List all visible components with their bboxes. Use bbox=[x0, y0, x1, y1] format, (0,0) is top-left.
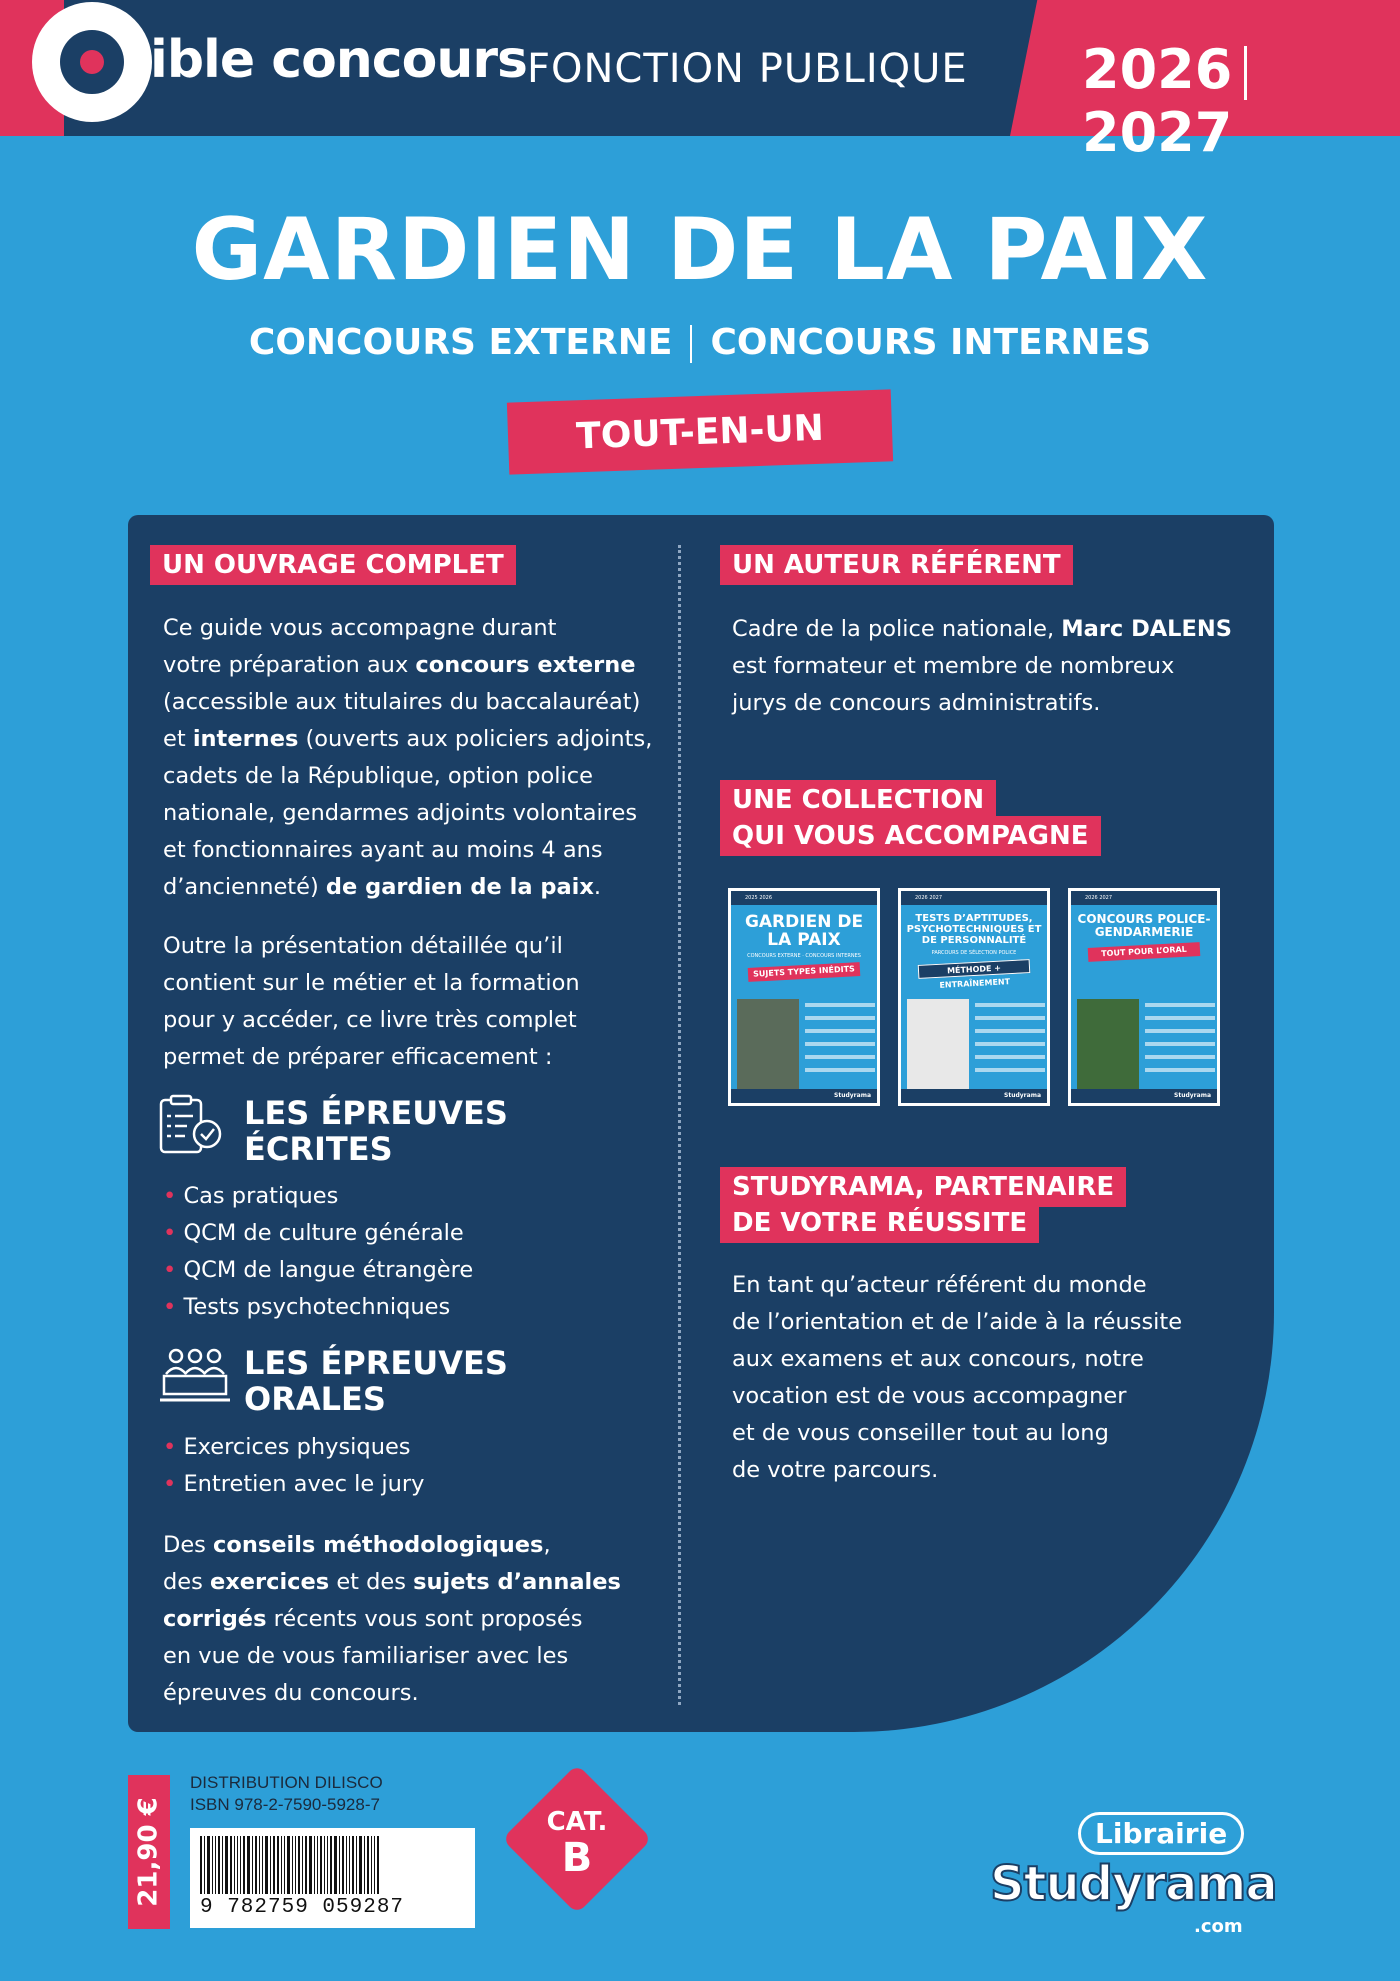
collection-book-cover bbox=[728, 888, 880, 1106]
intro-line: et fonctionnaires ayant au moins 4 ans bbox=[163, 837, 603, 863]
intro-line: nationale, gendarmes adjoints volontaires bbox=[163, 800, 638, 826]
year-end: 2027 bbox=[1082, 101, 1233, 164]
subtitle-external: CONCOURS EXTERNE bbox=[248, 322, 673, 363]
list-item: • QCM de culture générale bbox=[163, 1215, 473, 1252]
collection-book-cover bbox=[1068, 888, 1220, 1106]
book-cover-title: CONCOURS POLICE-GENDARMERIE bbox=[1077, 912, 1211, 939]
category-label: CAT. B bbox=[546, 1807, 608, 1881]
brand-name: ible concours bbox=[150, 30, 527, 90]
author-paragraph: Cadre de la police nationale, Marc DALENS est formateur et membre de nombreux jurys de concours administratifs. bbox=[732, 616, 1232, 716]
isbn: ISBN 978-2-7590-5928-7 bbox=[190, 1795, 380, 1814]
year-start: 2026 bbox=[1082, 38, 1233, 101]
written-exams-heading: LES ÉPREUVES ÉCRITES bbox=[244, 1094, 508, 1168]
distributor: DISTRIBUTION DILISCO bbox=[190, 1773, 383, 1792]
book-cover-title: GARDIEN DE LA PAIX bbox=[744, 912, 864, 950]
book-header: 2026 2027 bbox=[1071, 891, 1217, 905]
book-cover-strip: SUJETS TYPES INÉDITS bbox=[748, 962, 861, 982]
written-exams-list bbox=[163, 1178, 473, 1326]
oral-exams-heading: LES ÉPREUVES ORALES bbox=[244, 1344, 508, 1418]
book-cover-subtitle: PARCOURS DE SÉLECTION POLICE bbox=[931, 950, 1017, 956]
clipboard-check-icon bbox=[157, 1094, 225, 1162]
partner-paragraph: En tant qu’acteur référent du monde de l’orientation et de l’aide à la réussite aux examens et aux concours, notre vocation est de vous accompagner et de vous conseiller tout au long de votre parcours. bbox=[732, 1272, 1183, 1483]
edition-years bbox=[1082, 38, 1400, 164]
collection-book-cover bbox=[898, 888, 1050, 1106]
book-cover-photo bbox=[1077, 999, 1139, 1095]
price-tag: 21,90 € bbox=[128, 1775, 170, 1929]
book-header: 2026 2027 bbox=[901, 891, 1047, 905]
book-cover-brand: Studyrama bbox=[901, 1089, 1047, 1103]
intro-paragraph bbox=[163, 610, 663, 906]
jury-panel-icon bbox=[160, 1346, 230, 1408]
list-item: • Entretien avec le jury bbox=[163, 1466, 424, 1503]
column-divider bbox=[678, 545, 681, 1705]
book-header: 2025 2026 bbox=[731, 891, 877, 905]
methodology-paragraph: Des conseils méthodologiques, des exercices et des sujets d’annales corrigés récents vous sont proposés en vue de vous familiariser avec les épreuves du concours. bbox=[163, 1532, 621, 1706]
all-in-one-tag: TOUT-EN-UN bbox=[507, 389, 893, 474]
book-subtitle bbox=[0, 322, 1400, 363]
overview-line: pour y accéder, ce livre très complet bbox=[163, 1007, 577, 1033]
book-cover-title: TESTS D’APTITUDES, PSYCHOTECHNIQUES ET DE PERSONNALITÉ bbox=[906, 913, 1042, 946]
book-cover-strip: TOUT POUR L’ORAL bbox=[1088, 942, 1201, 962]
list-item: • Exercices physiques bbox=[163, 1429, 424, 1466]
section-label-collection-2: QUI VOUS ACCOMPAGNE bbox=[720, 816, 1101, 856]
overview-line: Outre la présentation détaillée qu’il bbox=[163, 933, 563, 959]
brand-logo-icon bbox=[32, 2, 152, 122]
intro-line: et internes (ouverts aux policiers adjoints, bbox=[163, 726, 653, 752]
book-cover-brand: Studyrama bbox=[731, 1089, 877, 1103]
overview-paragraph bbox=[163, 928, 663, 1076]
section-label-complete-work: UN OUVRAGE COMPLET bbox=[150, 545, 516, 585]
book-cover-photo bbox=[907, 999, 969, 1095]
list-item: • Cas pratiques bbox=[163, 1178, 473, 1215]
brand-subtitle: FONCTION PUBLIQUE bbox=[527, 46, 968, 92]
section-label-author: UN AUTEUR RÉFÉRENT bbox=[720, 545, 1073, 585]
list-item: • Tests psychotechniques bbox=[163, 1289, 473, 1326]
intro-line: (accessible aux titulaires du baccalauréat) bbox=[163, 689, 641, 715]
book-cover-photo bbox=[737, 999, 799, 1095]
section-label-collection-1: UNE COLLECTION bbox=[720, 780, 996, 820]
subtitle-internal: CONCOURS INTERNES bbox=[710, 322, 1152, 363]
barcode-number: 9 782759 059287 bbox=[200, 1896, 405, 1919]
distribution-info bbox=[190, 1772, 383, 1816]
intro-line: d’ancienneté) de gardien de la paix. bbox=[163, 874, 602, 900]
book-title: GARDIEN DE LA PAIX bbox=[191, 200, 1209, 300]
list-item: • QCM de langue étrangère bbox=[163, 1252, 473, 1289]
book-cover-brand: Studyrama bbox=[1071, 1089, 1217, 1103]
intro-line: cadets de la République, option police bbox=[163, 763, 593, 789]
oral-exams-list bbox=[163, 1429, 424, 1503]
isbn-barcode bbox=[190, 1828, 475, 1928]
section-label-partner-2: DE VOTRE RÉUSSITE bbox=[720, 1203, 1039, 1243]
barcode-bars bbox=[200, 1836, 465, 1894]
intro-line: votre préparation aux concours externe bbox=[163, 652, 636, 678]
intro-line: Ce guide vous accompagne durant bbox=[163, 615, 557, 641]
overview-line: contient sur le métier et la formation bbox=[163, 970, 580, 996]
book-cover-strip: MÉTHODE + ENTRAÎNEMENT bbox=[918, 959, 1031, 979]
header-bar bbox=[0, 0, 1400, 164]
overview-line: permet de préparer efficacement : bbox=[163, 1044, 553, 1070]
book-cover-subtitle: CONCOURS EXTERNE · CONCOURS INTERNES bbox=[747, 953, 861, 959]
section-label-partner-1: STUDYRAMA, PARTENAIRE bbox=[720, 1167, 1126, 1207]
